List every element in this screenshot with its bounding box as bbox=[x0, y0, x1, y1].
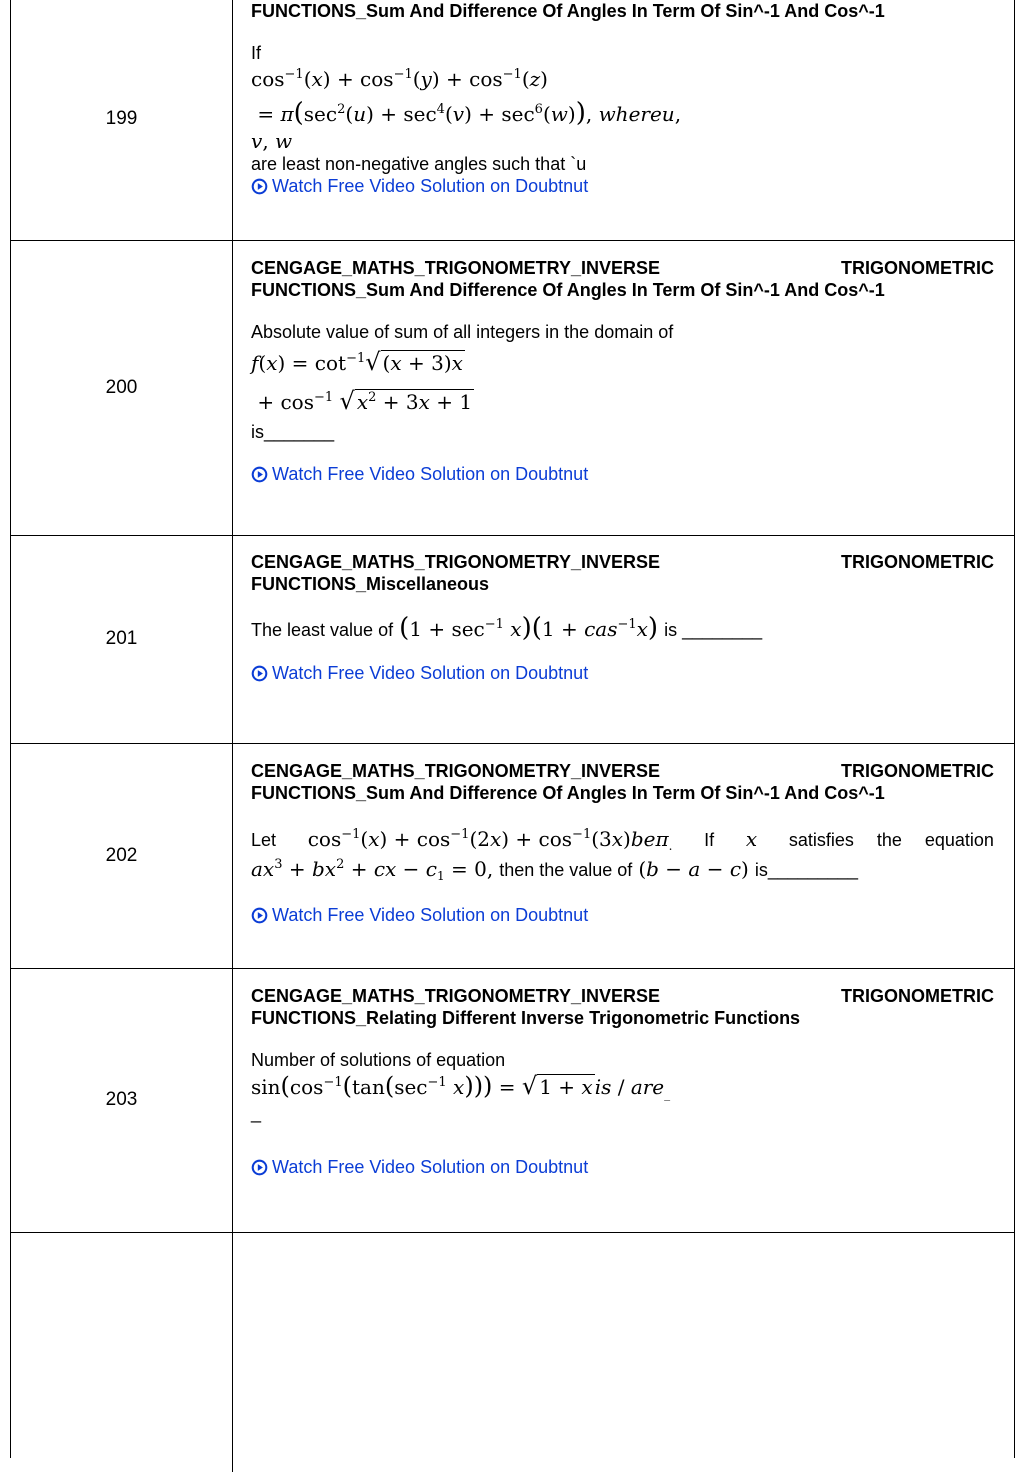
heading-prefix: CENGAGE_MATHS_TRIGONOMETRY_INVERSE bbox=[251, 552, 661, 572]
question-equation: $f(x) = \cot^{-1}√$ (x + 3)x bbox=[251, 348, 463, 376]
question-number: 202 bbox=[11, 743, 233, 968]
question-number: 201 bbox=[11, 535, 233, 743]
question-equation: $\cos^{-1}(x) + \cos^{-1}(y) + \cos^{-1}(z)$ bbox=[251, 67, 548, 91]
heading-prefix-right: TRIGONOMETRIC bbox=[841, 258, 994, 278]
question-expression: (b − a − c) bbox=[638, 857, 749, 881]
watch-video-label: Watch Free Video Solution on Doubtnut bbox=[272, 176, 589, 196]
question-outro: is_________ bbox=[754, 860, 858, 880]
empty-number-cell bbox=[11, 1232, 233, 1472]
question-content bbox=[251, 0, 994, 197]
question-outro: is ________ bbox=[664, 620, 763, 640]
question-outro: _ bbox=[251, 1103, 262, 1123]
play-circle-icon bbox=[251, 466, 268, 483]
question-content bbox=[251, 743, 994, 926]
question-row bbox=[11, 968, 1014, 1233]
variable-x: x bbox=[745, 827, 758, 851]
watch-video-label: Watch Free Video Solution on Doubtnut bbox=[272, 905, 589, 925]
question-equation: $\sin(\cos^{-1}(\tan(\sec^{-1}$ x))) = √ 1 + x is / are$_{\_}$ bbox=[251, 1072, 671, 1101]
question-number: 200 bbox=[11, 240, 233, 535]
question-table bbox=[10, 0, 1015, 1458]
question-heading bbox=[251, 0, 994, 22]
heading-topic: FUNCTIONS_Sum And Difference Of Angles In Term Of Sin^-1 And Cos^-1 bbox=[251, 280, 885, 300]
question-row bbox=[11, 0, 1014, 241]
heading-topic: FUNCTIONS_Relating Different Inverse Trigonometric Functions bbox=[251, 1008, 801, 1028]
watch-video-link[interactable] bbox=[251, 463, 994, 485]
question-equation: $(1 + \sec^{-1} x)(1 + cas^{-1}x)$ bbox=[399, 613, 659, 643]
watch-video-link[interactable] bbox=[251, 904, 994, 926]
question-content bbox=[251, 535, 994, 684]
heading-prefix: CENGAGE_MATHS_TRIGONOMETRY_INVERSE bbox=[251, 986, 661, 1006]
question-heading bbox=[251, 551, 994, 595]
question-row bbox=[11, 535, 1014, 744]
watch-video-label: Watch Free Video Solution on Doubtnut bbox=[272, 1157, 589, 1177]
heading-prefix: CENGAGE_MATHS_TRIGONOMETRY_INVERSE bbox=[251, 761, 661, 781]
question-equation: $\cos^{-1}(x) + \cos^{-1}(2x) + \cos^{-1}(3x)be\pi_.$ bbox=[307, 827, 673, 853]
question-mid3: then the value of bbox=[499, 860, 633, 880]
question-heading bbox=[251, 760, 994, 804]
question-row bbox=[11, 240, 1014, 536]
question-content bbox=[251, 968, 994, 1178]
question-intro: The least value of bbox=[251, 620, 394, 640]
question-content bbox=[251, 240, 994, 485]
watch-video-label: Watch Free Video Solution on Doubtnut bbox=[272, 464, 589, 484]
heading-prefix-right: TRIGONOMETRIC bbox=[841, 552, 994, 572]
watch-video-link[interactable] bbox=[251, 662, 994, 684]
question-number: 203 bbox=[11, 968, 233, 1232]
empty-row bbox=[11, 1232, 1014, 1472]
question-heading bbox=[251, 985, 994, 1029]
play-circle-icon bbox=[251, 907, 268, 924]
watch-video-link[interactable] bbox=[251, 175, 994, 197]
question-mid2: satisfies the equation bbox=[788, 830, 994, 850]
heading-prefix-right: TRIGONOMETRIC bbox=[841, 761, 994, 781]
question-intro: Number of solutions of equation bbox=[251, 1050, 506, 1070]
heading-prefix-right: TRIGONOMETRIC bbox=[841, 986, 994, 1006]
question-equation-cont: = $\pi(\sec^2(u) + \sec^4(v) + \sec^6(w))$, whereu, bbox=[251, 98, 682, 128]
question-row bbox=[11, 743, 1014, 969]
heading-topic: FUNCTIONS_Sum And Difference Of Angles In Term Of Sin^-1 And Cos^-1 bbox=[251, 783, 885, 803]
watch-video-link[interactable] bbox=[251, 1156, 994, 1178]
question-variables: v, w bbox=[251, 129, 293, 153]
question-intro: Absolute value of sum of all integers in the domain of bbox=[251, 322, 674, 342]
question-outro: is_______ bbox=[251, 422, 335, 442]
question-mid: If bbox=[704, 830, 715, 850]
question-intro: If bbox=[251, 43, 262, 63]
question-line-2 bbox=[251, 854, 994, 884]
question-intro: Let bbox=[251, 830, 277, 850]
question-body bbox=[251, 613, 994, 644]
question-heading bbox=[251, 257, 994, 301]
heading-topic: FUNCTIONS_Miscellaneous bbox=[251, 574, 490, 594]
heading-prefix: CENGAGE_MATHS_TRIGONOMETRY_INVERSE bbox=[251, 258, 661, 278]
watch-video-label: Watch Free Video Solution on Doubtnut bbox=[272, 663, 589, 683]
play-circle-icon bbox=[251, 178, 268, 195]
question-line-1 bbox=[251, 824, 994, 854]
play-circle-icon bbox=[251, 665, 268, 682]
question-outro: are least non-negative angles such that `u bbox=[251, 154, 587, 174]
question-equation-cont: + $\cos^{-1}$ √ $x^2 + 3x + 1$ bbox=[251, 387, 473, 415]
question-number: 199 bbox=[11, 0, 233, 240]
heading-topic: FUNCTIONS_Sum And Difference Of Angles In Term Of Sin^-1 And Cos^-1 bbox=[251, 1, 885, 21]
question-equation-cont: $ax^3 + bx^2$ + cx − $c_1 = 0$, bbox=[251, 857, 494, 883]
play-circle-icon bbox=[251, 1159, 268, 1176]
